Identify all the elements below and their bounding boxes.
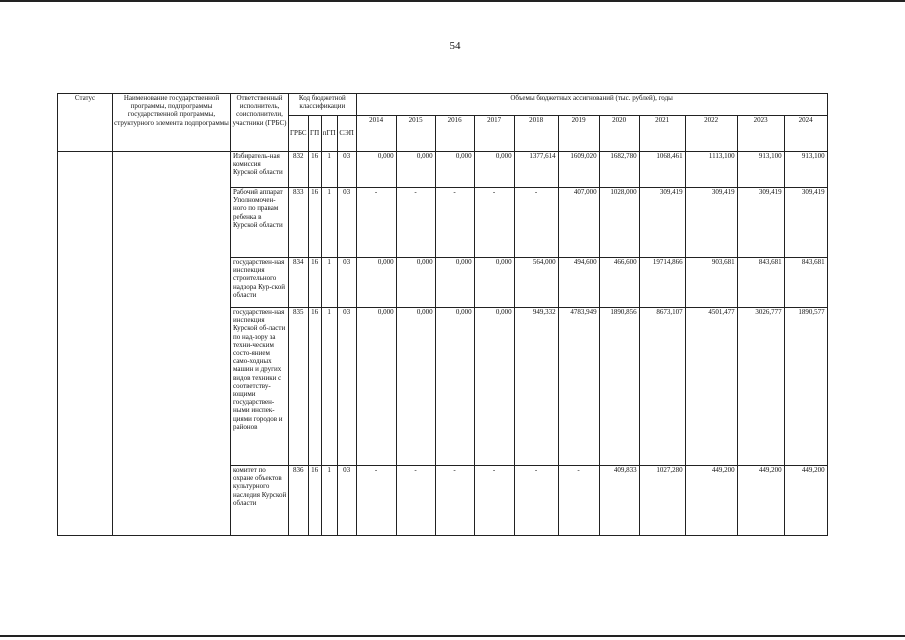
value-cell: 0,000 [435,308,474,466]
value-cell: - [514,466,558,536]
code-cell: 1 [321,188,337,258]
value-cell: 1027,280 [639,466,685,536]
value-cell: 466,600 [599,258,639,308]
header-year: 2017 [474,116,514,152]
value-cell: 4783,949 [558,308,599,466]
executor-cell: государствен-ная инспекция Курской об-ласти по над-зору за техни-ческим состо-янием само-ходных машин и других видов техники с соответству-ющими государствен-ными инспек-циями городов и районов [231,308,289,466]
value-cell: 409,833 [599,466,639,536]
executor-cell: комитет по охране объектов культурного наследия Курской области [231,466,289,536]
executor-cell: Рабочий аппарат Уполномочен-ного по правам ребенка в Курской области [231,188,289,258]
header-year: 2020 [599,116,639,152]
value-cell: - [474,188,514,258]
header-year: 2021 [639,116,685,152]
value-cell: 0,000 [356,308,396,466]
value-cell: 0,000 [396,308,435,466]
code-cell: 833 [289,188,309,258]
header-status: Статус [58,94,113,152]
value-cell: 449,200 [784,466,827,536]
header-year: 2022 [685,116,737,152]
header-code-col: СЭП [337,116,356,152]
value-cell: 0,000 [396,258,435,308]
value-cell: 903,681 [685,258,737,308]
code-cell: 03 [337,466,356,536]
value-cell: - [474,466,514,536]
value-cell: 309,419 [639,188,685,258]
code-cell: 1 [321,308,337,466]
code-cell: 834 [289,258,309,308]
value-cell: 0,000 [435,152,474,188]
value-cell: - [435,188,474,258]
value-cell: - [396,466,435,536]
value-cell: 0,000 [435,258,474,308]
header-program-name: Наименование государственной программы, подпрограммы государственной программы, структурного элемента подпрограммы [113,94,231,152]
value-cell: 843,681 [784,258,827,308]
code-cell: 03 [337,258,356,308]
value-cell: 913,100 [737,152,784,188]
code-cell: 16 [308,466,321,536]
value-cell: 0,000 [474,258,514,308]
code-cell: 03 [337,308,356,466]
value-cell: 0,000 [396,152,435,188]
code-cell: 1 [321,152,337,188]
header-budget-code: Код бюджетной классификации [289,94,357,116]
header-year: 2015 [396,116,435,152]
value-cell: - [396,188,435,258]
header-executor: Ответственный исполнитель, соисполнители, участники (ГРБС) [231,94,289,152]
value-cell: 1890,856 [599,308,639,466]
value-cell: - [514,188,558,258]
code-cell: 03 [337,152,356,188]
value-cell: 1609,020 [558,152,599,188]
page-number: 54 [449,40,461,52]
code-cell: 836 [289,466,309,536]
code-cell: 16 [308,188,321,258]
executor-cell: государствен-ная инспекция строительного надзора Кур-ской области [231,258,289,308]
value-cell: 1377,614 [514,152,558,188]
value-cell: - [356,188,396,258]
value-cell: 1890,577 [784,308,827,466]
value-cell: 564,000 [514,258,558,308]
value-cell: 309,419 [784,188,827,258]
code-cell: 03 [337,188,356,258]
header-code-col: пГП [321,116,337,152]
status-cell [58,152,113,536]
header-year: 2024 [784,116,827,152]
value-cell: 8673,107 [639,308,685,466]
value-cell: 1113,100 [685,152,737,188]
value-cell: 0,000 [474,308,514,466]
header-year: 2018 [514,116,558,152]
value-cell: 0,000 [474,152,514,188]
code-cell: 16 [308,258,321,308]
code-cell: 1 [321,258,337,308]
header-year: 2016 [435,116,474,152]
value-cell: 1028,000 [599,188,639,258]
value-cell: 449,200 [685,466,737,536]
header-year: 2014 [356,116,396,152]
code-cell: 832 [289,152,309,188]
header-year: 2023 [737,116,784,152]
value-cell: 1682,780 [599,152,639,188]
value-cell: 449,200 [737,466,784,536]
value-cell: 309,419 [685,188,737,258]
code-cell: 1 [321,466,337,536]
code-cell: 16 [308,152,321,188]
value-cell: 0,000 [356,152,396,188]
code-cell: 16 [308,308,321,466]
header-code-col: ГП [308,116,321,152]
header-year: 2019 [558,116,599,152]
table-row [58,152,828,188]
scan-top-edge [0,0,905,2]
value-cell: 4501,477 [685,308,737,466]
executor-cell: Избиратель-ная комиссия Курской области [231,152,289,188]
scan-bottom-edge [0,635,905,637]
value-cell: 3026,777 [737,308,784,466]
value-cell: 407,000 [558,188,599,258]
value-cell: - [558,466,599,536]
value-cell: 0,000 [356,258,396,308]
value-cell: - [356,466,396,536]
header-budget-volume: Объемы бюджетных ассигнований (тыс. рублей), годы [356,94,827,116]
code-cell: 835 [289,308,309,466]
value-cell: 843,681 [737,258,784,308]
header-code-col: ГРБС [289,116,309,152]
value-cell: 913,100 [784,152,827,188]
value-cell: 494,600 [558,258,599,308]
program-name-cell [113,152,231,536]
header-row-top [58,94,828,116]
value-cell: 949,332 [514,308,558,466]
value-cell: - [435,466,474,536]
value-cell: 309,419 [737,188,784,258]
value-cell: 1068,461 [639,152,685,188]
value-cell: 19714,866 [639,258,685,308]
budget-table [57,93,828,536]
